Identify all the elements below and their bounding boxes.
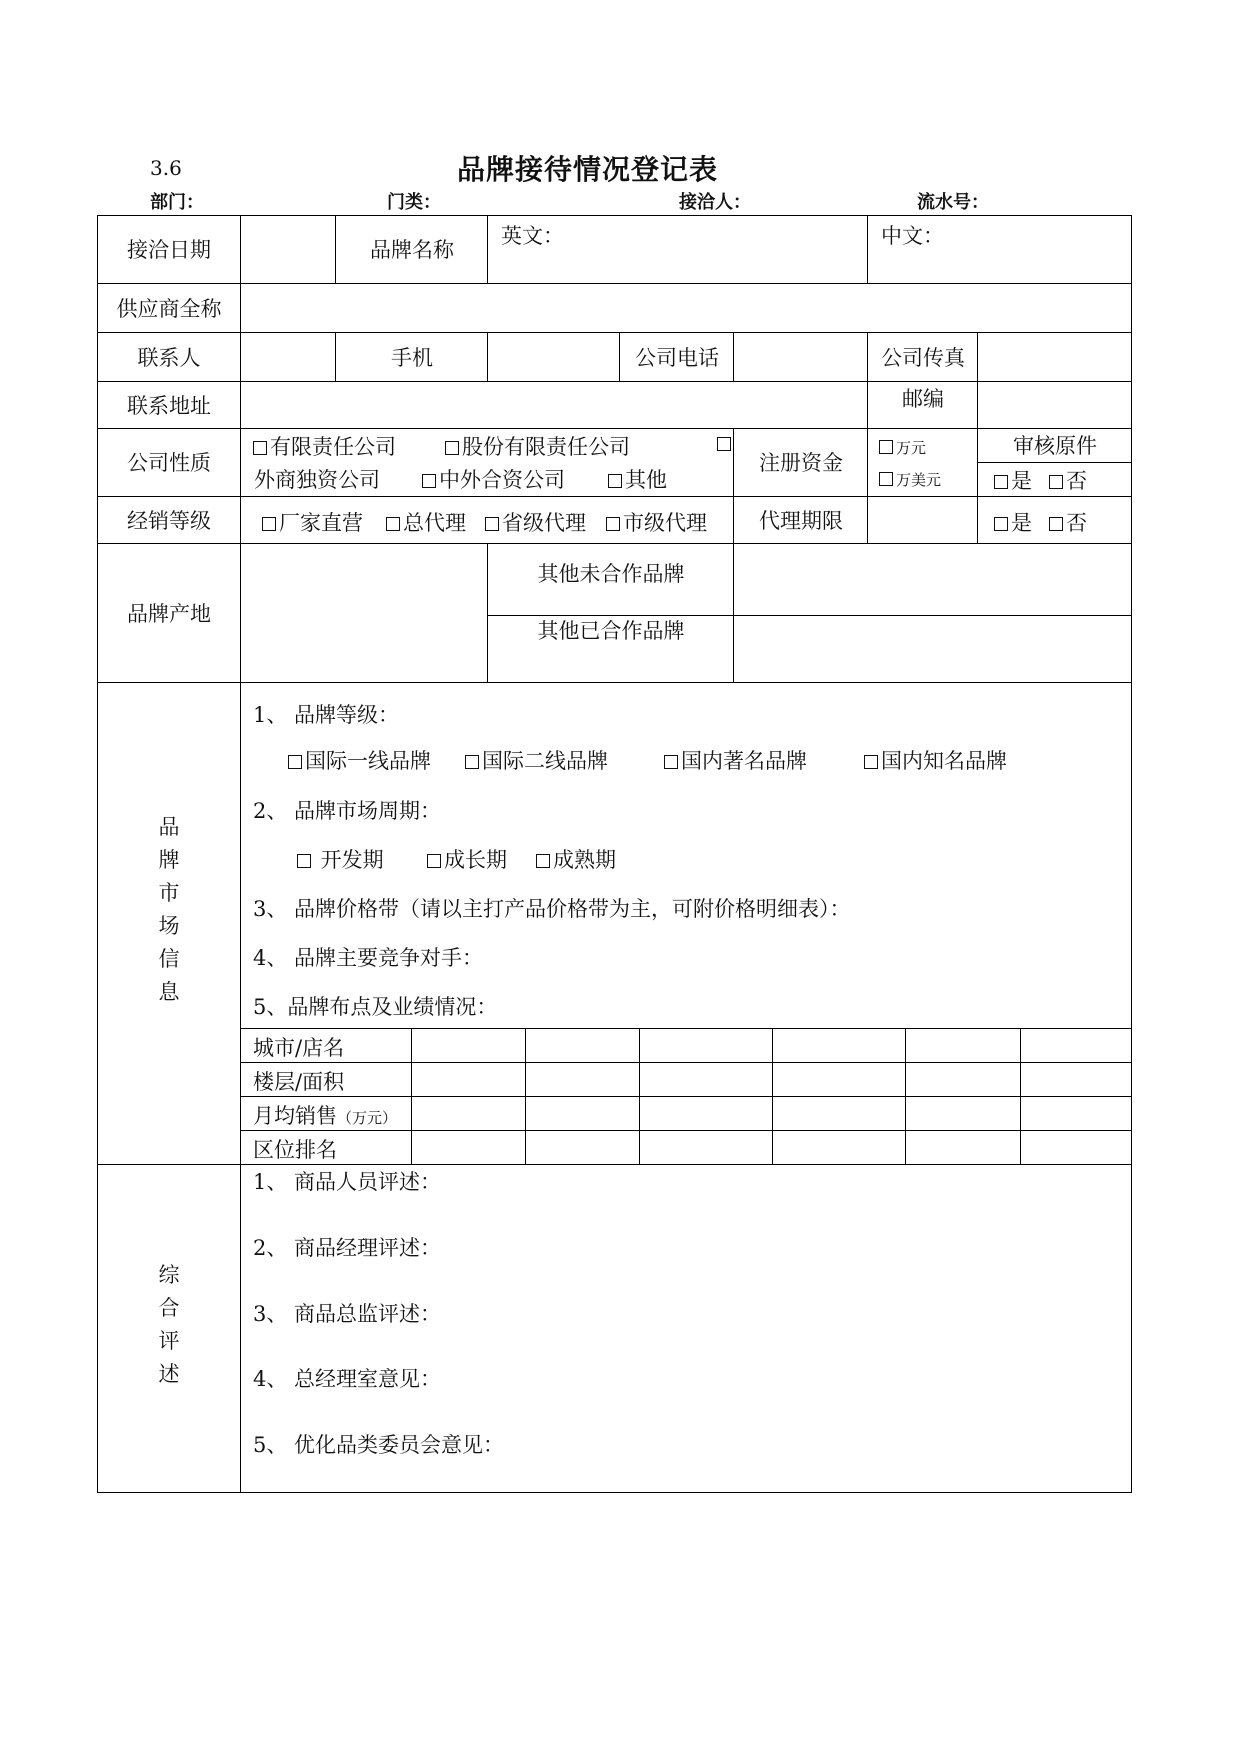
company-type-option[interactable]: 有限责任公司	[253, 431, 396, 461]
checkbox-icon	[427, 854, 441, 868]
brand-origin-label: 品牌产地	[127, 601, 211, 626]
brand-grade-option[interactable]: 国内知名品牌	[864, 745, 1007, 775]
rule	[97, 283, 1132, 284]
receiver-label: 接洽人：	[679, 192, 751, 213]
registered-capital-label: 注册资金	[759, 451, 843, 475]
company-type-option[interactable]	[717, 431, 734, 455]
checkbox-icon	[445, 441, 459, 455]
dealer-level-option[interactable]: 厂家直营	[262, 507, 363, 537]
rule	[97, 543, 1132, 544]
checkbox-icon	[1049, 475, 1063, 489]
checkbox-icon	[465, 755, 479, 769]
checkbox-icon	[262, 517, 276, 531]
address-label: 联系地址	[127, 393, 211, 418]
rule	[97, 1492, 1132, 1493]
checkbox-icon	[253, 441, 267, 455]
review-item: 4、 总经理室意见：	[253, 1367, 442, 1391]
review-item: 5、 优化品类委员会意见：	[253, 1433, 505, 1457]
rule	[978, 462, 1132, 463]
zipcode-label: 邮编	[902, 387, 944, 411]
perf-row-label: 月均销售（万元）	[253, 1104, 398, 1128]
company-type-option[interactable]: 中外合资公司	[422, 464, 565, 494]
company-type-option[interactable]: 其他	[608, 464, 667, 494]
review-item: 2、 商品经理评述：	[253, 1236, 442, 1260]
checkbox-icon	[422, 474, 436, 488]
checkbox-icon	[608, 474, 622, 488]
dealer-level-option[interactable]: 市级代理	[606, 507, 707, 537]
rule	[411, 1028, 412, 1164]
checkbox-icon	[485, 517, 499, 531]
checkbox-icon	[386, 517, 400, 531]
perf-row-label: 楼层/面积	[253, 1070, 345, 1094]
dealer-level-option[interactable]: 省级代理	[485, 507, 586, 537]
rule	[241, 1096, 1132, 1097]
checkbox-icon	[1049, 517, 1063, 531]
audit-original-label: 审核原件	[1013, 434, 1097, 458]
agency-yes-option[interactable]: 是	[994, 507, 1032, 537]
checkbox-icon	[297, 854, 311, 868]
checkbox-icon	[664, 755, 678, 769]
audit-yes-option[interactable]: 是	[994, 465, 1032, 495]
checkbox-icon	[288, 755, 302, 769]
company-type-option: 外商独资公司	[254, 468, 380, 492]
market-cycle-question: 2、 品牌市场周期：	[253, 799, 442, 823]
brand-grade-option[interactable]: 国际一线品牌	[288, 745, 431, 775]
company-type-label: 公司性质	[127, 451, 211, 475]
market-cycle-option[interactable]: 成熟期	[536, 844, 616, 874]
competitors-question: 4、 品牌主要竞争对手：	[253, 946, 484, 970]
other-coop-brands-label: 其他已合作品牌	[537, 619, 685, 643]
section-number: 3.6	[150, 156, 182, 180]
checkbox-icon	[536, 854, 550, 868]
agency-no-option[interactable]: 否	[1049, 507, 1087, 537]
company-fax-label: 公司传真	[881, 345, 965, 370]
serial-label: 流水号：	[917, 192, 989, 213]
market-info-side-label: 品 牌 市 场 信 息	[158, 815, 180, 1004]
checkbox-icon	[994, 475, 1008, 489]
contact-label: 联系人	[137, 345, 201, 370]
checkbox-icon	[864, 755, 878, 769]
rule	[525, 1028, 526, 1164]
checkbox-icon	[879, 472, 893, 486]
rule	[241, 1062, 1132, 1063]
category-label: 门类：	[387, 192, 441, 213]
agency-period-label: 代理期限	[759, 508, 843, 533]
market-cycle-option[interactable]: 成长期	[427, 844, 507, 874]
brand-grade-option[interactable]: 国际二线品牌	[465, 745, 608, 775]
audit-no-option[interactable]: 否	[1049, 465, 1087, 495]
rule	[772, 1028, 773, 1164]
brand-grade-question: 1、 品牌等级：	[253, 703, 400, 727]
rule	[97, 215, 1132, 216]
dealer-level-option[interactable]: 总代理	[386, 507, 466, 537]
capital-unit-option[interactable]: 万美元	[879, 469, 941, 490]
capital-unit-option[interactable]: 万元	[879, 437, 926, 458]
perf-row-label: 城市/店名	[253, 1036, 345, 1060]
other-uncoop-brands-label: 其他未合作品牌	[537, 562, 685, 586]
rule	[905, 1028, 906, 1164]
review-item: 3、 商品总监评述：	[253, 1302, 442, 1326]
rule	[241, 1130, 1132, 1131]
review-item: 1、 商品人员评述：	[253, 1170, 442, 1194]
checkbox-icon	[606, 517, 620, 531]
supplier-label: 供应商全称	[116, 296, 222, 321]
brand-grade-option[interactable]: 国内著名品牌	[664, 745, 807, 775]
review-side-label: 综 合 评 述	[158, 1263, 180, 1386]
english-name-label: 英文：	[501, 224, 564, 248]
performance-question: 5、品牌布点及业绩情况：	[253, 995, 498, 1019]
chinese-name-label: 中文：	[881, 224, 944, 248]
rule	[867, 215, 868, 283]
rule	[97, 682, 1132, 683]
dealer-level-label: 经销等级	[127, 508, 211, 533]
rule	[1131, 215, 1132, 1493]
perf-row-label: 区位排名	[253, 1138, 337, 1162]
price-range-question: 3、 品牌价格带（请以主打产品价格带为主，可附价格明细表）：	[253, 897, 851, 921]
checkbox-icon	[717, 437, 731, 451]
company-phone-label: 公司电话	[635, 345, 719, 370]
rule	[97, 1164, 1132, 1165]
department-label: 部门：	[150, 192, 204, 213]
checkbox-icon	[879, 440, 893, 454]
rule	[241, 1028, 1132, 1029]
checkbox-icon	[994, 517, 1008, 531]
registration-table	[97, 215, 1132, 1493]
rule	[1020, 1028, 1021, 1164]
company-type-option[interactable]: 股份有限责任公司	[445, 431, 630, 461]
form-title: 品牌接待情况登记表	[456, 153, 718, 186]
receive-date-label: 接洽日期	[127, 238, 211, 262]
market-cycle-option[interactable]: 开发期	[297, 844, 384, 874]
brand-name-label: 品牌名称	[370, 238, 454, 262]
mobile-label: 手机	[391, 345, 433, 370]
rule	[639, 1028, 640, 1164]
